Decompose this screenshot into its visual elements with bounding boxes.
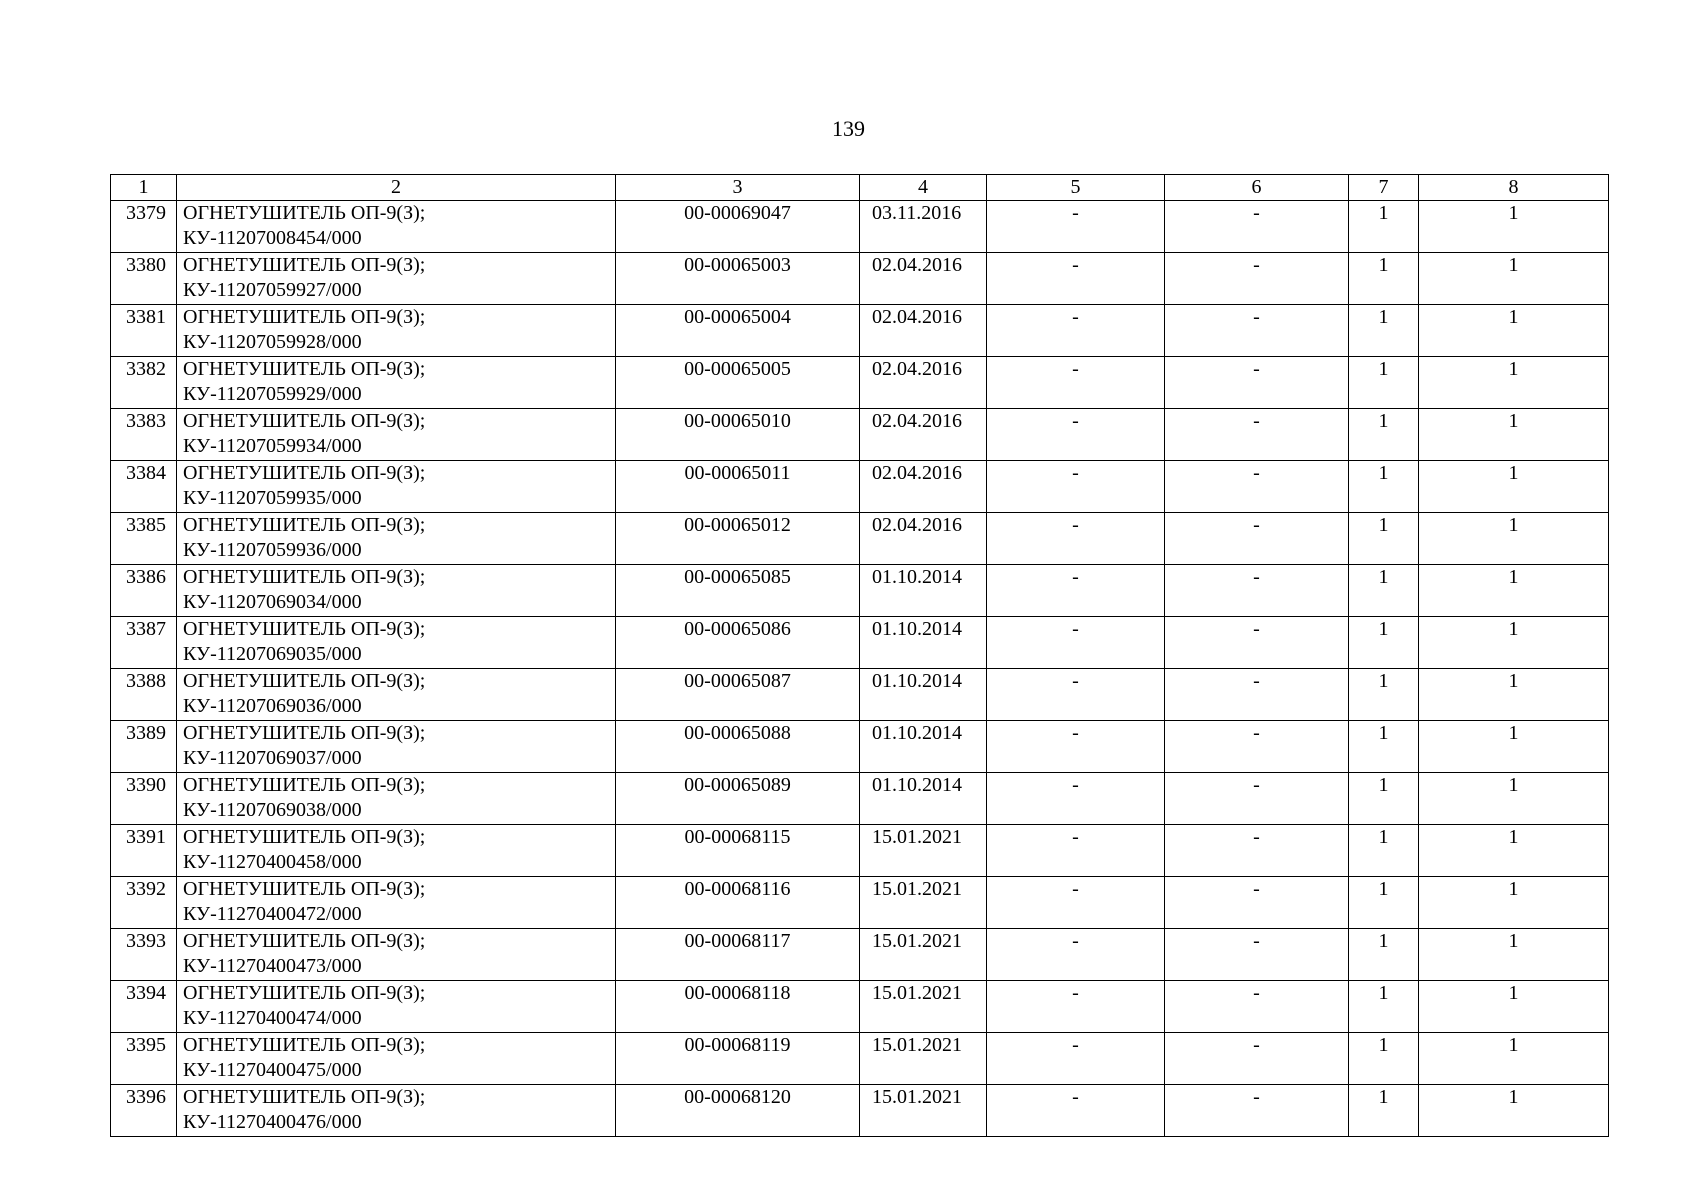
column-8-cell: 1: [1419, 877, 1609, 929]
item-name-line-2: КУ-11270400474/000: [183, 1007, 362, 1029]
table-row: [111, 513, 1609, 565]
column-5-cell: -: [987, 877, 1165, 929]
row-number-cell: 3383: [111, 409, 177, 461]
table-row: [111, 357, 1609, 409]
item-name-line-1: ОГНЕТУШИТЕЛЬ ОП-9(З);: [183, 930, 426, 952]
column-8-cell: 1: [1419, 1033, 1609, 1085]
column-7-cell: 1: [1349, 669, 1419, 721]
column-5-cell: -: [987, 669, 1165, 721]
column-5-cell: -: [987, 617, 1165, 669]
item-name-line-2: КУ-11207008454/000: [183, 227, 362, 249]
column-6-cell: -: [1165, 305, 1349, 357]
date-cell: 15.01.2021: [860, 1085, 987, 1137]
column-7-cell: 1: [1349, 201, 1419, 253]
inventory-table: [110, 174, 1609, 1137]
date-cell: 01.10.2014: [860, 721, 987, 773]
item-name-line-1: ОГНЕТУШИТЕЛЬ ОП-9(З);: [183, 410, 426, 432]
column-7-cell: 1: [1349, 409, 1419, 461]
row-number-cell: 3379: [111, 201, 177, 253]
column-8-cell: 1: [1419, 773, 1609, 825]
row-number-cell: 3381: [111, 305, 177, 357]
item-name-line-1: ОГНЕТУШИТЕЛЬ ОП-9(З);: [183, 878, 426, 900]
date-cell: 03.11.2016: [860, 201, 987, 253]
table-row: [111, 565, 1609, 617]
table-row: [111, 461, 1609, 513]
inventory-code-cell: 00-00068117: [616, 929, 860, 981]
inventory-code-cell: 00-00065089: [616, 773, 860, 825]
column-8-cell: 1: [1419, 981, 1609, 1033]
date-cell: 02.04.2016: [860, 409, 987, 461]
column-5-cell: -: [987, 253, 1165, 305]
row-number-cell: 3389: [111, 721, 177, 773]
column-5-cell: -: [987, 1085, 1165, 1137]
column-header-5: 5: [987, 175, 1165, 201]
item-name-line-2: КУ-11270400472/000: [183, 903, 362, 925]
table-row: [111, 201, 1609, 253]
date-cell: 15.01.2021: [860, 981, 987, 1033]
item-name-line-1: ОГНЕТУШИТЕЛЬ ОП-9(З);: [183, 1086, 426, 1108]
column-header-8: 8: [1419, 175, 1609, 201]
column-header-6: 6: [1165, 175, 1349, 201]
inventory-code-cell: 00-00068115: [616, 825, 860, 877]
date-cell: 01.10.2014: [860, 669, 987, 721]
row-number-cell: 3395: [111, 1033, 177, 1085]
inventory-code-cell: 00-00065004: [616, 305, 860, 357]
row-number-cell: 3387: [111, 617, 177, 669]
item-name-cell: [177, 617, 616, 669]
item-name-cell: [177, 201, 616, 253]
date-cell: 01.10.2014: [860, 617, 987, 669]
item-name-line-1: ОГНЕТУШИТЕЛЬ ОП-9(З);: [183, 306, 426, 328]
table-row: [111, 981, 1609, 1033]
date-cell: 15.01.2021: [860, 929, 987, 981]
column-5-cell: -: [987, 513, 1165, 565]
inventory-code-cell: 00-00065012: [616, 513, 860, 565]
item-name-line-1: ОГНЕТУШИТЕЛЬ ОП-9(З);: [183, 358, 426, 380]
column-7-cell: 1: [1349, 825, 1419, 877]
column-8-cell: 1: [1419, 669, 1609, 721]
table-row: [111, 877, 1609, 929]
column-7-cell: 1: [1349, 357, 1419, 409]
item-name-line-1: ОГНЕТУШИТЕЛЬ ОП-9(З);: [183, 514, 426, 536]
column-7-cell: 1: [1349, 929, 1419, 981]
column-8-cell: 1: [1419, 1085, 1609, 1137]
item-name-line-2: КУ-11207059929/000: [183, 383, 362, 405]
item-name-cell: [177, 877, 616, 929]
column-header-4: 4: [860, 175, 987, 201]
row-number-cell: 3396: [111, 1085, 177, 1137]
column-header-2: 2: [177, 175, 616, 201]
column-6-cell: -: [1165, 721, 1349, 773]
date-cell: 02.04.2016: [860, 253, 987, 305]
item-name-line-1: ОГНЕТУШИТЕЛЬ ОП-9(З);: [183, 1034, 426, 1056]
item-name-cell: [177, 1033, 616, 1085]
date-cell: 02.04.2016: [860, 513, 987, 565]
column-6-cell: -: [1165, 253, 1349, 305]
table-row: [111, 1085, 1609, 1137]
column-8-cell: 1: [1419, 513, 1609, 565]
item-name-cell: [177, 1085, 616, 1137]
inventory-code-cell: 00-00069047: [616, 201, 860, 253]
column-6-cell: -: [1165, 981, 1349, 1033]
item-name-cell: [177, 305, 616, 357]
item-name-cell: [177, 357, 616, 409]
item-name-line-1: ОГНЕТУШИТЕЛЬ ОП-9(З);: [183, 566, 426, 588]
table-body: [111, 201, 1609, 1137]
column-5-cell: -: [987, 565, 1165, 617]
column-5-cell: -: [987, 929, 1165, 981]
item-name-line-2: КУ-11270400458/000: [183, 851, 362, 873]
inventory-code-cell: 00-00065011: [616, 461, 860, 513]
date-cell: 01.10.2014: [860, 773, 987, 825]
item-name-cell: [177, 825, 616, 877]
item-name-line-2: КУ-11207059935/000: [183, 487, 362, 509]
column-7-cell: 1: [1349, 1085, 1419, 1137]
item-name-line-2: КУ-11207069035/000: [183, 643, 362, 665]
table-row: [111, 305, 1609, 357]
date-cell: 02.04.2016: [860, 305, 987, 357]
column-6-cell: -: [1165, 1085, 1349, 1137]
column-7-cell: 1: [1349, 721, 1419, 773]
column-7-cell: 1: [1349, 565, 1419, 617]
page-number: 139: [832, 116, 865, 141]
item-name-line-2: КУ-11207059928/000: [183, 331, 362, 353]
column-6-cell: -: [1165, 201, 1349, 253]
table-header: [111, 175, 1609, 201]
column-7-cell: 1: [1349, 513, 1419, 565]
row-number-cell: 3384: [111, 461, 177, 513]
column-5-cell: -: [987, 461, 1165, 513]
column-6-cell: -: [1165, 877, 1349, 929]
item-name-line-1: ОГНЕТУШИТЕЛЬ ОП-9(З);: [183, 462, 426, 484]
column-5-cell: -: [987, 201, 1165, 253]
table-row: [111, 721, 1609, 773]
item-name-cell: [177, 461, 616, 513]
item-name-line-2: КУ-11207069034/000: [183, 591, 362, 613]
column-8-cell: 1: [1419, 305, 1609, 357]
column-6-cell: -: [1165, 825, 1349, 877]
column-7-cell: 1: [1349, 981, 1419, 1033]
table-row: [111, 773, 1609, 825]
date-cell: 02.04.2016: [860, 357, 987, 409]
column-5-cell: -: [987, 981, 1165, 1033]
header-row: [111, 175, 1609, 201]
column-7-cell: 1: [1349, 253, 1419, 305]
table-row: [111, 669, 1609, 721]
date-cell: 15.01.2021: [860, 1033, 987, 1085]
column-5-cell: -: [987, 773, 1165, 825]
column-8-cell: 1: [1419, 409, 1609, 461]
item-name-line-1: ОГНЕТУШИТЕЛЬ ОП-9(З);: [183, 826, 426, 848]
table-row: [111, 1033, 1609, 1085]
date-cell: 15.01.2021: [860, 877, 987, 929]
inventory-code-cell: 00-00065087: [616, 669, 860, 721]
item-name-line-2: КУ-11207069037/000: [183, 747, 362, 769]
row-number-cell: 3392: [111, 877, 177, 929]
column-7-cell: 1: [1349, 461, 1419, 513]
table-row: [111, 253, 1609, 305]
item-name-cell: [177, 669, 616, 721]
item-name-line-2: КУ-11270400475/000: [183, 1059, 362, 1081]
inventory-code-cell: 00-00065086: [616, 617, 860, 669]
item-name-cell: [177, 513, 616, 565]
inventory-code-cell: 00-00068119: [616, 1033, 860, 1085]
item-name-cell: [177, 565, 616, 617]
item-name-cell: [177, 253, 616, 305]
item-name-line-2: КУ-11270400476/000: [183, 1111, 362, 1133]
table-row: [111, 409, 1609, 461]
column-8-cell: 1: [1419, 357, 1609, 409]
item-name-line-1: ОГНЕТУШИТЕЛЬ ОП-9(З);: [183, 618, 426, 640]
item-name-line-2: КУ-11270400473/000: [183, 955, 362, 977]
column-7-cell: 1: [1349, 1033, 1419, 1085]
inventory-code-cell: 00-00065085: [616, 565, 860, 617]
item-name-cell: [177, 981, 616, 1033]
column-6-cell: -: [1165, 669, 1349, 721]
inventory-code-cell: 00-00065088: [616, 721, 860, 773]
inventory-code-cell: 00-00065005: [616, 357, 860, 409]
column-5-cell: -: [987, 305, 1165, 357]
item-name-cell: [177, 929, 616, 981]
column-6-cell: -: [1165, 617, 1349, 669]
item-name-line-2: КУ-11207059936/000: [183, 539, 362, 561]
item-name-line-2: КУ-11207069036/000: [183, 695, 362, 717]
row-number-cell: 3391: [111, 825, 177, 877]
column-6-cell: -: [1165, 513, 1349, 565]
inventory-code-cell: 00-00068118: [616, 981, 860, 1033]
row-number-cell: 3385: [111, 513, 177, 565]
column-7-cell: 1: [1349, 617, 1419, 669]
date-cell: 15.01.2021: [860, 825, 987, 877]
column-8-cell: 1: [1419, 565, 1609, 617]
column-8-cell: 1: [1419, 721, 1609, 773]
item-name-line-1: ОГНЕТУШИТЕЛЬ ОП-9(З);: [183, 722, 426, 744]
date-cell: 01.10.2014: [860, 565, 987, 617]
column-6-cell: -: [1165, 929, 1349, 981]
column-8-cell: 1: [1419, 929, 1609, 981]
table-row: [111, 929, 1609, 981]
row-number-cell: 3394: [111, 981, 177, 1033]
column-6-cell: -: [1165, 409, 1349, 461]
column-6-cell: -: [1165, 461, 1349, 513]
item-name-line-2: КУ-11207069038/000: [183, 799, 362, 821]
row-number-cell: 3388: [111, 669, 177, 721]
column-6-cell: -: [1165, 565, 1349, 617]
column-7-cell: 1: [1349, 877, 1419, 929]
item-name-cell: [177, 721, 616, 773]
column-7-cell: 1: [1349, 773, 1419, 825]
column-8-cell: 1: [1419, 253, 1609, 305]
column-header-3: 3: [616, 175, 860, 201]
row-number-cell: 3386: [111, 565, 177, 617]
column-8-cell: 1: [1419, 201, 1609, 253]
item-name-line-1: ОГНЕТУШИТЕЛЬ ОП-9(З);: [183, 982, 426, 1004]
column-8-cell: 1: [1419, 617, 1609, 669]
column-5-cell: -: [987, 721, 1165, 773]
column-7-cell: 1: [1349, 305, 1419, 357]
column-5-cell: -: [987, 357, 1165, 409]
table-row: [111, 825, 1609, 877]
item-name-line-1: ОГНЕТУШИТЕЛЬ ОП-9(З);: [183, 774, 426, 796]
item-name-cell: [177, 409, 616, 461]
item-name-line-1: ОГНЕТУШИТЕЛЬ ОП-9(З);: [183, 670, 426, 692]
inventory-code-cell: 00-00065003: [616, 253, 860, 305]
inventory-code-cell: 00-00068120: [616, 1085, 860, 1137]
row-number-cell: 3380: [111, 253, 177, 305]
date-cell: 02.04.2016: [860, 461, 987, 513]
column-6-cell: -: [1165, 773, 1349, 825]
item-name-line-2: КУ-11207059934/000: [183, 435, 362, 457]
inventory-code-cell: 00-00068116: [616, 877, 860, 929]
inventory-code-cell: 00-00065010: [616, 409, 860, 461]
column-8-cell: 1: [1419, 825, 1609, 877]
item-name-line-1: ОГНЕТУШИТЕЛЬ ОП-9(З);: [183, 254, 426, 276]
row-number-cell: 3393: [111, 929, 177, 981]
item-name-line-2: КУ-11207059927/000: [183, 279, 362, 301]
column-6-cell: -: [1165, 1033, 1349, 1085]
table-row: [111, 617, 1609, 669]
column-8-cell: 1: [1419, 461, 1609, 513]
column-5-cell: -: [987, 1033, 1165, 1085]
row-number-cell: 3390: [111, 773, 177, 825]
column-header-1: 1: [111, 175, 177, 201]
column-5-cell: -: [987, 409, 1165, 461]
column-5-cell: -: [987, 825, 1165, 877]
column-6-cell: -: [1165, 357, 1349, 409]
column-header-7: 7: [1349, 175, 1419, 201]
item-name-line-1: ОГНЕТУШИТЕЛЬ ОП-9(З);: [183, 202, 426, 224]
row-number-cell: 3382: [111, 357, 177, 409]
item-name-cell: [177, 773, 616, 825]
